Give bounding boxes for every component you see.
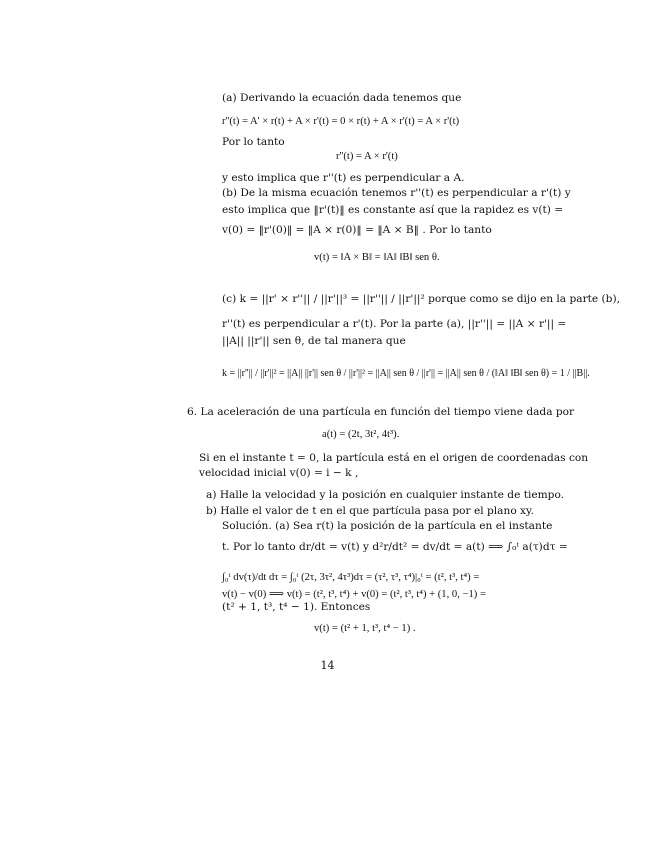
text-line: Si en el instante t = 0, la partícula está en el origen de coordenadas con [199,452,589,464]
equation: r''(t) = A × r'(t) [336,151,398,162]
text-line: (c) k = ||r' × r''|| / ||r'||³ = ||r''|| / ||r'||² porque como se dijo en la parte (b), [222,293,620,305]
text-line: (b) De la misma ecuación tenemos r''(t) es perpendicular a r'(t) y [222,187,571,199]
text-line: t. Por lo tanto dr/dt = v(t) y d²r/dt² = dv/dt = a(t) ⟹ ∫₀ᵗ a(τ)dτ = [222,541,568,553]
equation: v(t) − v(0) ⟹ v(t) = (t², t³, t⁴) + v(0) = (t², t³, t⁴) + (1, 0, −1) = [222,589,486,600]
text-line: (t² + 1, t³, t⁴ − 1). Entonces [222,601,371,613]
text-line: r''(t) es perpendicular a r'(t). Por la parte (a), ||r''|| = ||A × r'|| = [222,318,567,330]
text-line: Por lo tanto [222,136,285,148]
page-number: 14 [320,659,335,672]
problem-statement: 6. La aceleración de una partícula en función del tiempo viene dada por [187,406,575,418]
text-line: y esto implica que r''(t) es perpendicular a A. [222,172,465,184]
equation: v(t) = ‖A × B‖ = ‖A‖ ‖B‖ sen θ. [314,252,440,263]
equation: k = ||r''|| / ||r'||² = ||A|| ||r'|| sen θ / ||r'||² = ||A|| sen θ / ||r'|| = ||A|| sen θ / (‖A‖ ‖B‖ sen θ) = 1 / ||B||. [222,368,590,379]
text-line: velocidad inicial v(0) = i − k , [199,467,359,479]
list-item: b) Halle el valor de t en el que partícula pasa por el plano xy. [206,505,534,517]
text-line: Solución. (a) Sea r(t) la posición de la partícula en el instante [222,520,553,532]
equation: a(t) = (2t, 3t², 4t³). [322,429,400,440]
equation: v(t) = (t² + 1, t³, t⁴ − 1) . [314,623,416,634]
text-line: ||A|| ||r'|| sen θ, de tal manera que [222,335,406,347]
text-line: esto implica que ‖r'(t)‖ es constante así que la rapidez es v(t) = [222,204,564,216]
equation: r''(t) = A' × r(t) + A × r'(t) = 0 × r(t) + A × r'(t) = A × r'(t) [222,116,460,127]
list-item: a) Halle la velocidad y la posición en cualquier instante de tiempo. [206,489,565,501]
text-line: v(0) = ‖r'(0)‖ = ‖A × r(0)‖ = ‖A × B‖ . Por lo tanto [222,224,492,236]
equation: ∫₀ᵗ dv(τ)/dt dτ = ∫₀ᵗ (2τ, 3τ², 4τ³)dτ = (τ², τ³, τ⁴)|₀ᵗ = (t², t³, t⁴) = [222,572,480,583]
text-line: (a) Derivando la ecuación dada tenemos que [222,92,462,104]
